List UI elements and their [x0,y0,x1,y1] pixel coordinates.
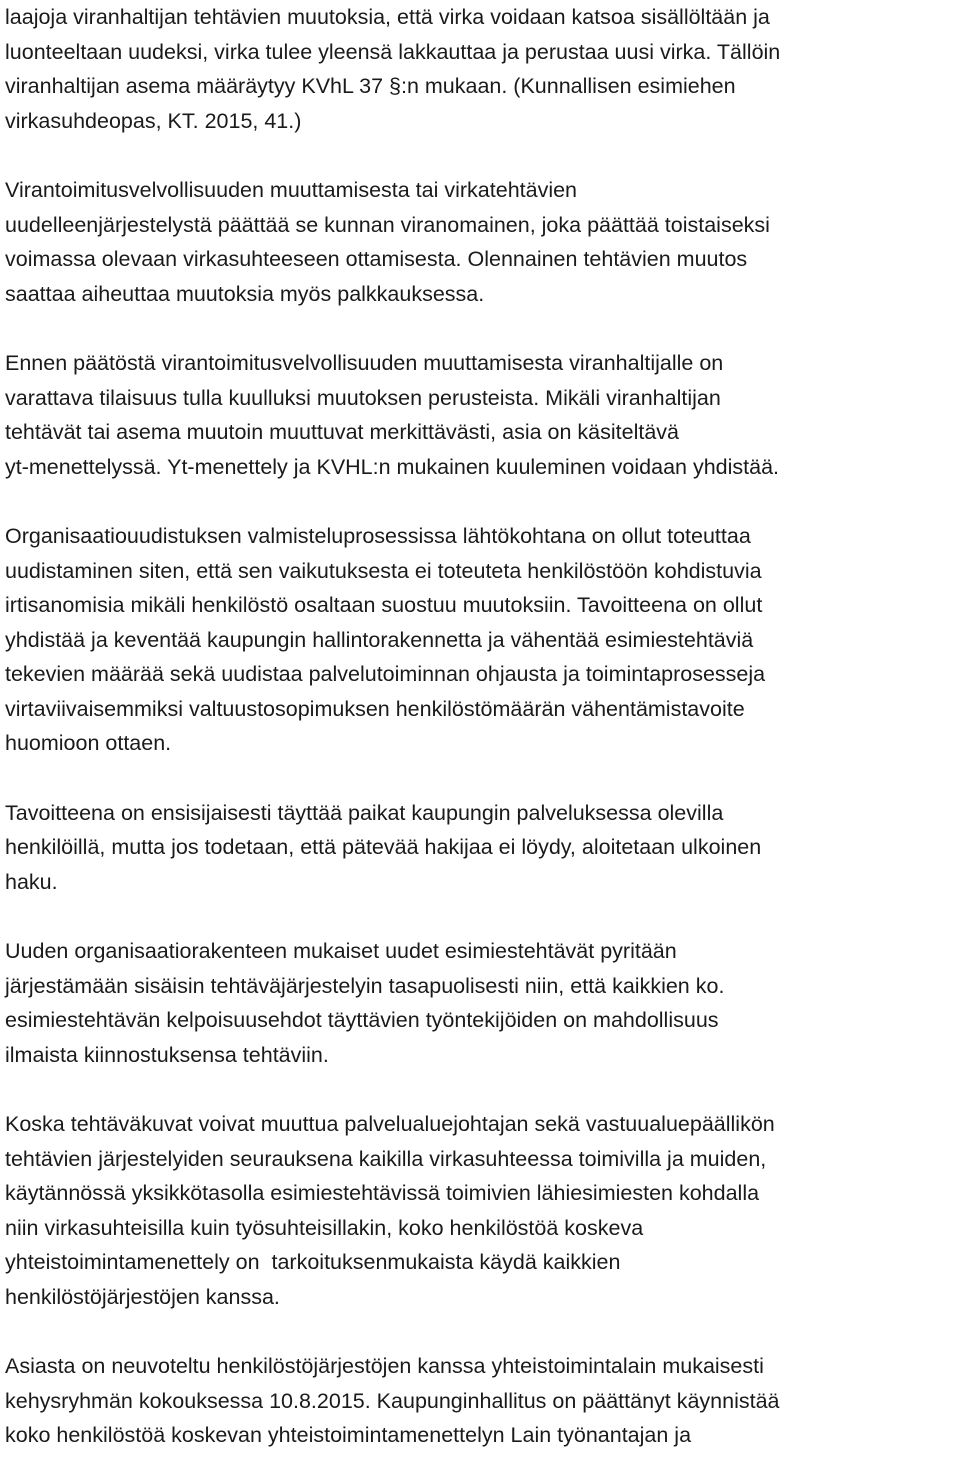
paragraph-organisaatiouudistus [5,519,955,761]
text-line: irtisanomisia mikäli henkilöstö osaltaan suostuu muutoksiin. Tavoitteena on ollut [5,593,763,617]
text-line: tehtävät tai asema muutoin muuttuvat merkittävästi, asia on käsiteltävä [5,420,679,444]
paragraph-gap [5,899,955,934]
paragraph-gap [5,311,955,346]
text-line: Organisaatiouudistuksen valmisteluprosessissa lähtökohtana on ollut toteuttaa [5,524,751,548]
text-line: haku. [5,869,58,894]
text-line: huomioon ottaen. [5,731,172,755]
text-line: ilmaista kiinnostuksensa tehtäviin. [5,1042,329,1067]
text-line: järjestämään sisäisin tehtäväjärjestelyin tasapuolisesti niin, että kaikkien ko. [5,973,725,998]
text-line: voimassa olevaan virkasuhteeseen ottamisesta. Olennainen tehtävien muutos [5,247,748,271]
text-line: viranhaltijan asema määräytyy KVhL 37 §:n mukaan. (Kunnallisen esimiehen [5,74,736,98]
text-line: esimiestehtävän kelpoisuusehdot täyttävien työntekijöiden on mahdollisuus [5,1008,719,1032]
paragraph-kuuleminen [5,346,955,484]
text-line: henkilöstöjärjestöjen kanssa. [5,1284,280,1309]
paragraph-tavoitteena [5,796,955,900]
text-line: uudelleenjärjestelystä päättää se kunnan viranomainen, joka päättää toistaiseksi [5,212,770,237]
text-line: käytännössä yksikkötasolla esimiestehtävissä toimivien lähiesimiesten kohdalla [5,1181,760,1205]
paragraph-virka-lakkauttaminen [5,0,955,138]
text-line: kehysryhmän kokouksessa 10.8.2015. Kaupunginhallitus on päättänyt käynnistää [5,1388,780,1413]
text-line: niin virkasuhteisilla kuin työsuhteisillakin, koko henkilöstöä koskeva [5,1215,644,1240]
text-line: yhdistää ja keventää kaupungin hallintorakennetta ja vähentää esimiestehtäviä [5,627,754,652]
paragraph-neuvottelu [5,1349,955,1453]
text-line: Tavoitteena on ensisijaisesti täyttää paikat kaupungin palveluksessa olevilla [5,800,724,825]
text-line: henkilöillä, mutta jos todetaan, että pätevää hakijaa ei löydy, aloitetaan ulkoinen [5,835,762,859]
paragraph-tehtavakuvat [5,1107,955,1314]
text-line: luonteeltaan uudeksi, virka tulee yleensä lakkauttaa ja perustaa uusi virka. Tällöin [5,39,781,64]
text-line: Asiasta on neuvoteltu henkilöstöjärjestöjen kanssa yhteistoimintalain mukaisesti [5,1354,764,1378]
text-line: virkasuhdeopas, KT. 2015, 41.) [5,108,302,133]
text-line: yhteistoimintamenettely on tarkoituksenmukaista käydä kaikkien [5,1250,621,1274]
paragraph-gap [5,761,955,796]
text-line: saattaa aiheuttaa muutoksia myös palkkauksessa. [5,281,485,306]
text-line: koko henkilöstöä koskevan yhteistoimintamenettelyn Lain työnantajan ja [5,1423,692,1447]
paragraph-gap [5,1314,955,1349]
paragraph-esimiestehtavat [5,934,955,1072]
text-line: yt-menettelyssä. Yt-menettely ja KVHL:n mukainen kuuleminen voidaan yhdistää. [5,454,780,479]
document-page [5,0,955,1453]
text-line: Virantoimitusvelvollisuuden muuttamisesta tai virkatehtävien [5,178,578,202]
text-line: uudistaminen siten, että sen vaikutuksesta ei toteuteta henkilöstöön kohdistuvia [5,558,762,583]
text-line: tehtävien järjestelyiden seurauksena kaikilla virkasuhteessa toimivilla ja muiden, [5,1146,767,1171]
text-line: Ennen päätöstä virantoimitusvelvollisuuden muuttamisesta viranhaltijalle on [5,351,724,375]
paragraph-gap [5,138,955,173]
text-line: Koska tehtäväkuvat voivat muuttua palvelualuejohtajan sekä vastuualuepäällikön [5,1112,775,1136]
paragraph-virantoimitusvelvollisuus [5,173,955,311]
text-line: virtaviivaisemmiksi valtuustosopimuksen henkilöstömäärän vähentämistavoite [5,696,745,721]
text-line: varattava tilaisuus tulla kuulluksi muutoksen perusteista. Mikäli viranhaltijan [5,385,721,410]
paragraph-gap [5,484,955,519]
text-line: laajoja viranhaltijan tehtävien muutoksia, että virka voidaan katsoa sisällöltään ja [5,5,770,29]
paragraph-gap [5,1072,955,1107]
text-line: Uuden organisaatiorakenteen mukaiset uudet esimiestehtävät pyritään [5,939,677,963]
text-line: tekevien määrää sekä uudistaa palvelutoiminnan ohjausta ja toimintaprosesseja [5,662,766,686]
